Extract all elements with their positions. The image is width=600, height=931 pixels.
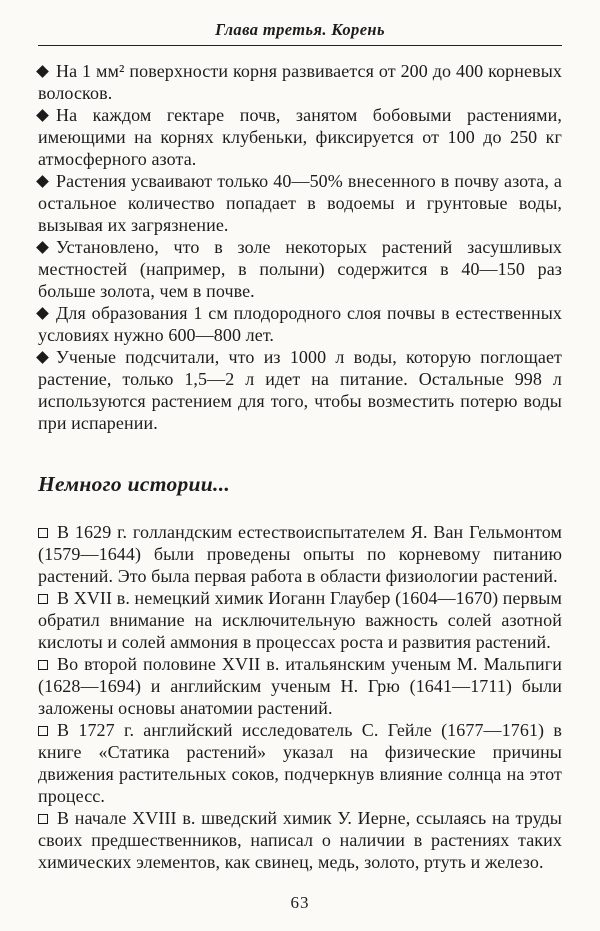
diamond-bullet-icon — [36, 175, 49, 188]
fact-item — [38, 346, 562, 434]
diamond-bullet-icon — [36, 241, 49, 254]
fact-text: Для образования 1 см плодородного слоя почвы в естественных условиях нужно 600—800 лет. — [38, 303, 562, 345]
fact-text: Растения усваивают только 40—50% внесенного в почву азота, а остальное количество попадает в водоемы и грунтовые воды, вызывая их загрязнение. — [38, 171, 562, 235]
history-text: В XVII в. немецкий химик Иоганн Глаубер (1604—1670) первым обратил внимание на исключительную важность солей азотной кислоты и солей аммония в процессах роста и развития растений. — [38, 588, 562, 652]
facts-section — [38, 60, 562, 434]
page-header — [38, 20, 562, 46]
diamond-bullet-icon — [36, 307, 49, 320]
fact-text: Установлено, что в золе некоторых растений засушливых местностей (например, в полыни) содержится в 40—150 раз больше золота, чем в почве. — [38, 237, 562, 301]
diamond-bullet-icon — [36, 109, 49, 122]
history-item — [38, 719, 562, 807]
fact-item — [38, 236, 562, 302]
fact-item — [38, 170, 562, 236]
square-bullet-icon — [38, 594, 48, 604]
diamond-bullet-icon — [36, 65, 49, 78]
history-section — [38, 521, 562, 873]
diamond-bullet-icon — [36, 351, 49, 364]
fact-text: Ученые подсчитали, что из 1000 л воды, которую поглощает растение, только 1,5—2 л идет на питание. Остальные 998 л используются растением для того, чтобы возместить потерю воды при испарении. — [38, 347, 562, 433]
square-bullet-icon — [38, 660, 48, 670]
history-text: В 1727 г. английский исследователь С. Гейле (1677—1761) в книге «Статика растений» указал на физические причины движения растительных соков, подчеркнув влияние солнца на этот процесс. — [38, 720, 562, 806]
history-item — [38, 807, 562, 873]
square-bullet-icon — [38, 726, 48, 736]
square-bullet-icon — [38, 528, 48, 538]
fact-text: На 1 мм² поверхности корня развивается от 200 до 400 корневых волосков. — [38, 61, 562, 103]
history-section-heading: Немного истории... — [38, 472, 231, 496]
history-item — [38, 653, 562, 719]
history-item — [38, 587, 562, 653]
fact-text: На каждом гектаре почв, занятом бобовыми растениями, имеющими на корнях клубеньки, фиксируется от 100 до 250 кг атмосферного азота. — [38, 105, 562, 169]
header-rule — [38, 45, 562, 46]
history-text: Во второй половине XVII в. итальянским ученым М. Мальпиги (1628—1694) и английским ученым Н. Грю (1641—1711) были заложены основы анатомии растений. — [38, 654, 562, 718]
history-text: В 1629 г. голландским естествоиспытателем Я. Ван Гельмонтом (1579—1644) были проведены опыты по корневому питанию растений. Это была первая работа в области физиологии растений. — [38, 522, 562, 586]
history-item — [38, 521, 562, 587]
fact-item — [38, 104, 562, 170]
page-number: 63 — [290, 893, 310, 912]
fact-item — [38, 302, 562, 346]
history-text: В начале XVIII в. шведский химик У. Иерне, ссылаясь на труды своих предшественников, написал о наличии в растениях таких химических элементов, как свинец, медь, золото, ртуть и железо. — [38, 808, 562, 872]
square-bullet-icon — [38, 814, 48, 824]
page-footer — [0, 893, 600, 913]
fact-item — [38, 60, 562, 104]
chapter-running-title: Глава третья. Корень — [215, 20, 385, 39]
